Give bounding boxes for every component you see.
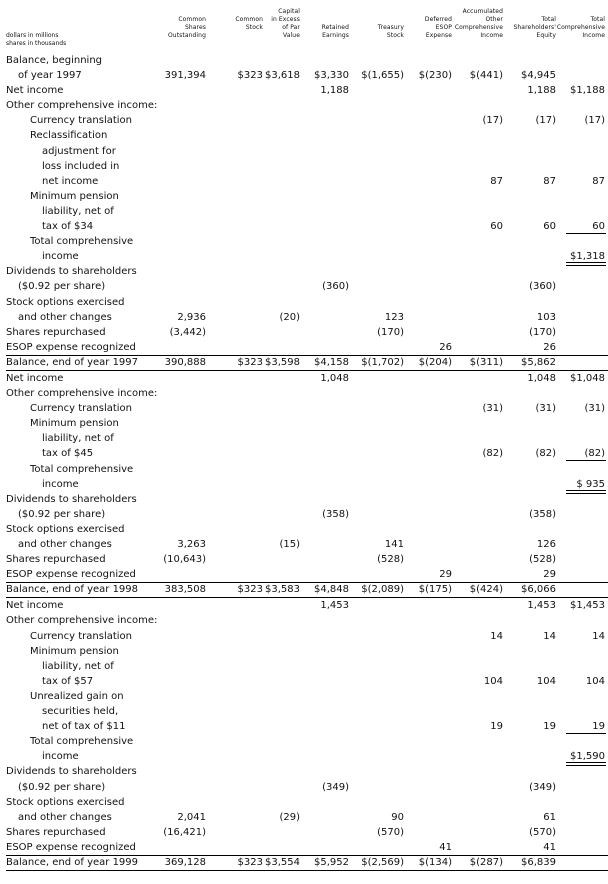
table-row — [0, 431, 608, 446]
table-row — [0, 144, 608, 159]
row-label: Total comprehensive — [30, 736, 134, 748]
row-label: Shares repurchased — [6, 326, 106, 338]
table-row — [0, 446, 608, 461]
cell-value: $(134) — [418, 856, 452, 868]
table-row — [0, 204, 608, 219]
table-row — [0, 537, 608, 552]
table-row — [0, 522, 608, 537]
row-label: Shares repurchased — [6, 826, 106, 838]
row-label: Balance, end of year 1997 — [6, 356, 139, 368]
cell-value: 1,188 — [527, 85, 556, 97]
cell-value: 1,188 — [320, 85, 349, 97]
cell-value: 1,453 — [527, 600, 556, 612]
cell-value: $323 — [237, 356, 263, 368]
cell-value: 29 — [439, 569, 452, 581]
table-row — [0, 219, 608, 234]
row-label: liability, net of — [42, 660, 114, 672]
table-row — [0, 689, 608, 704]
row-label: and other changes — [18, 811, 112, 823]
cell-value: 391,394 — [164, 70, 206, 82]
cell-value: $(311) — [469, 356, 503, 368]
row-label: of year 1997 — [18, 70, 82, 82]
row-label: ($0.92 per share) — [18, 508, 106, 520]
cell-value: 2,936 — [177, 311, 206, 323]
cell-value: $1,590 — [570, 751, 605, 763]
table-row — [0, 507, 608, 522]
table-row — [0, 310, 608, 325]
row-label: Total comprehensive — [30, 463, 134, 475]
cell-value: (358) — [322, 508, 349, 520]
table-row — [0, 340, 608, 355]
cell-value: (358) — [529, 508, 556, 520]
table-row — [0, 113, 608, 128]
cell-value: (17) — [584, 115, 605, 127]
cell-value: 1,453 — [320, 600, 349, 612]
cell-value: 126 — [536, 539, 556, 550]
row-label: liability, net of — [42, 205, 114, 217]
column-header-4: Retained Earnings — [321, 24, 349, 39]
row-label: Net income — [6, 600, 64, 612]
cell-value: 104 — [483, 675, 503, 687]
cell-value: (360) — [322, 281, 349, 293]
row-label: ESOP expense recognized — [6, 341, 136, 353]
row-label: liability, net of — [42, 433, 114, 445]
cell-value: 104 — [536, 675, 556, 687]
row-label: tax of $57 — [42, 675, 94, 687]
table-row — [0, 234, 608, 249]
table-row — [0, 401, 608, 416]
table-row — [0, 704, 608, 719]
table-row — [0, 98, 608, 113]
table-row — [0, 719, 608, 734]
table-row — [0, 644, 608, 659]
row-label: Reclassification — [30, 130, 108, 142]
row-label: Currency translation — [30, 403, 133, 415]
row-label: and other changes — [18, 311, 112, 323]
cell-value: 104 — [585, 675, 605, 687]
cell-value: 3,263 — [177, 539, 206, 550]
row-label: income — [42, 751, 79, 763]
cell-value: (31) — [482, 403, 503, 415]
cell-value: 19 — [490, 721, 503, 733]
cell-value: (16,421) — [163, 826, 206, 838]
column-header — [0, 0, 608, 52]
cell-value: $(424) — [469, 584, 503, 596]
cell-value: $(2,569) — [361, 856, 404, 868]
table-row — [0, 295, 608, 310]
table-row — [0, 567, 608, 582]
cell-value: 390,888 — [164, 356, 206, 368]
cell-value: (31) — [535, 403, 556, 415]
cell-value: $323 — [237, 70, 263, 82]
table-row — [0, 83, 608, 98]
cell-value: (31) — [584, 403, 605, 415]
row-label: Balance, beginning — [6, 55, 103, 66]
cell-value: (570) — [377, 826, 404, 838]
cell-value: 60 — [592, 221, 605, 233]
table-row — [0, 810, 608, 825]
table-row — [0, 279, 608, 294]
cell-value: 60 — [490, 221, 503, 233]
cell-value: 90 — [391, 811, 404, 823]
cell-value: (29) — [279, 811, 300, 823]
cell-value: $6,066 — [521, 584, 556, 596]
row-label: Dividends to shareholders — [6, 266, 137, 278]
cell-value: 123 — [384, 311, 404, 323]
column-header-6: Deferred ESOP Expense — [424, 16, 452, 39]
cell-value: $5,952 — [314, 856, 349, 868]
cell-value: 103 — [536, 311, 556, 323]
cell-value: $(1,655) — [361, 70, 404, 82]
equity-statement-table — [0, 53, 608, 871]
cell-value: (349) — [529, 781, 556, 793]
cell-value: 14 — [543, 630, 556, 642]
table-row — [0, 825, 608, 840]
cell-value: $5,862 — [521, 356, 556, 368]
section-divider — [6, 870, 608, 871]
row-label: ESOP expense recognized — [6, 569, 136, 581]
row-label: Total comprehensive — [30, 236, 134, 248]
balance-row — [0, 855, 608, 870]
table-row — [0, 128, 608, 143]
cell-value: $1,188 — [570, 85, 605, 97]
cell-value: 87 — [490, 175, 503, 187]
cell-value: (15) — [279, 539, 300, 550]
column-header-2: Common Stock — [235, 16, 263, 31]
column-header-5: Treasury Stock — [377, 24, 404, 39]
cell-value: $323 — [237, 584, 263, 596]
cell-value: $323 — [237, 856, 263, 868]
row-label: Minimum pension — [30, 645, 119, 657]
cell-value: 41 — [439, 841, 452, 853]
cell-value: 141 — [384, 539, 404, 550]
column-header-3: Capital in Excess of Par Value — [271, 8, 300, 39]
row-label: Dividends to shareholders — [6, 493, 137, 505]
table-row — [0, 492, 608, 507]
cell-value: 383,508 — [164, 584, 206, 596]
table-row — [0, 840, 608, 855]
cell-value: $3,554 — [265, 856, 300, 868]
row-label: Unrealized gain on — [30, 690, 124, 702]
cell-value: 14 — [490, 630, 503, 642]
cell-value: $3,583 — [265, 584, 300, 596]
row-label: net income — [42, 175, 99, 187]
row-label: Stock options exercised — [6, 296, 125, 308]
cell-value: $(441) — [469, 70, 503, 82]
table-row — [0, 264, 608, 279]
table-row — [0, 629, 608, 644]
cell-value: (17) — [482, 115, 503, 127]
cell-value: $6,839 — [521, 856, 556, 868]
row-label: Currency translation — [30, 115, 133, 127]
table-row — [0, 386, 608, 401]
row-label: and other changes — [18, 539, 112, 550]
cell-value: $1,048 — [570, 372, 605, 384]
table-row — [0, 174, 608, 189]
balance-row — [0, 582, 608, 597]
cell-value: $4,848 — [314, 584, 349, 596]
row-label: Shares repurchased — [6, 554, 106, 566]
row-label: Net income — [6, 372, 64, 384]
cell-value: 1,048 — [527, 372, 556, 384]
cell-value: (170) — [529, 326, 556, 338]
table-row — [0, 598, 608, 613]
column-header-8: Total Shareholders' Equity — [513, 16, 556, 39]
cell-value: $(1,702) — [361, 356, 404, 368]
table-row — [0, 462, 608, 477]
row-label: Other comprehensive income: — [6, 615, 158, 627]
cell-value: (82) — [584, 448, 605, 460]
cell-value: 41 — [543, 841, 556, 853]
row-label: ($0.92 per share) — [18, 781, 106, 793]
row-label: Stock options exercised — [6, 796, 125, 808]
column-header-7: Accumulated Other Comprehensive Income — [454, 8, 503, 39]
row-label: Minimum pension — [30, 190, 119, 202]
row-label: adjustment for — [42, 145, 116, 157]
cell-value: $4,158 — [314, 356, 349, 368]
row-label: tax of $45 — [42, 448, 94, 460]
row-label: income — [42, 478, 79, 490]
cell-value: $3,618 — [265, 70, 300, 82]
table-row — [0, 159, 608, 174]
table-row — [0, 477, 608, 492]
row-label: loss included in — [42, 160, 120, 172]
table-row — [0, 674, 608, 689]
cell-value: 14 — [592, 630, 605, 642]
cell-value: (3,442) — [169, 326, 206, 338]
row-label: Balance, end of year 1999 — [6, 856, 139, 868]
cell-value: $(287) — [469, 856, 503, 868]
table-row — [0, 659, 608, 674]
cell-value: 60 — [543, 221, 556, 233]
cell-value: 61 — [543, 811, 556, 823]
cell-value: (170) — [377, 326, 404, 338]
cell-value: (17) — [535, 115, 556, 127]
table-row — [0, 764, 608, 779]
cell-value: $3,330 — [314, 70, 349, 82]
table-row — [0, 780, 608, 795]
cell-value: $(175) — [418, 584, 452, 596]
table-row — [0, 416, 608, 431]
cell-value: 19 — [543, 721, 556, 733]
table-row — [0, 552, 608, 567]
cell-value: (349) — [322, 781, 349, 793]
cell-value: (20) — [279, 311, 300, 323]
table-row — [0, 734, 608, 749]
row-label: Balance, end of year 1998 — [6, 584, 139, 596]
row-label: ESOP expense recognized — [6, 841, 136, 853]
cell-value: (82) — [535, 448, 556, 460]
row-label: Other comprehensive income: — [6, 100, 158, 112]
cell-value: 1,048 — [320, 372, 349, 384]
table-row — [0, 325, 608, 340]
cell-value: 19 — [592, 721, 605, 733]
cell-value: $3,598 — [265, 356, 300, 368]
cell-value: 87 — [592, 175, 605, 187]
row-label: net of tax of $11 — [42, 721, 126, 733]
cell-value: 26 — [543, 341, 556, 353]
cell-value: (82) — [482, 448, 503, 460]
row-label: Currency translation — [30, 630, 133, 642]
table-row — [0, 371, 608, 386]
cell-value: $ 935 — [576, 478, 605, 490]
row-label: ($0.92 per share) — [18, 281, 106, 293]
column-header-9: Total Comprehensive Income — [556, 16, 605, 39]
table-row — [0, 613, 608, 628]
row-label: Net income — [6, 85, 64, 97]
cell-value: $1,453 — [570, 600, 605, 612]
cell-value: (10,643) — [163, 554, 206, 566]
row-label: Minimum pension — [30, 418, 119, 430]
table-row — [0, 249, 608, 264]
balance-row — [0, 355, 608, 370]
cell-value: $(204) — [418, 356, 452, 368]
column-header-1: Common Shares Outstanding — [167, 16, 206, 39]
cell-value: (360) — [529, 281, 556, 293]
row-label: securities held, — [42, 706, 119, 718]
table-row — [0, 749, 608, 764]
table-row — [0, 68, 608, 83]
cell-value: $(2,089) — [361, 584, 404, 596]
row-label: Stock options exercised — [6, 523, 125, 535]
units-label: dollars in millions shares in thousands — [6, 32, 67, 47]
cell-value: 87 — [543, 175, 556, 187]
cell-value: (528) — [377, 554, 404, 566]
cell-value: (570) — [529, 826, 556, 838]
row-label: Other comprehensive income: — [6, 388, 158, 400]
cell-value: 26 — [439, 341, 452, 353]
cell-value: $(230) — [418, 70, 452, 82]
table-row — [0, 189, 608, 204]
cell-value: $1,318 — [570, 251, 605, 263]
cell-value: $4,945 — [521, 70, 556, 82]
table-row — [0, 53, 608, 68]
row-label: tax of $34 — [42, 221, 94, 233]
table-row — [0, 795, 608, 810]
row-label: income — [42, 251, 79, 263]
row-label: Dividends to shareholders — [6, 766, 137, 778]
cell-value: 369,128 — [164, 856, 206, 868]
cell-value: 29 — [543, 569, 556, 581]
cell-value: (528) — [529, 554, 556, 566]
cell-value: 2,041 — [177, 811, 206, 823]
